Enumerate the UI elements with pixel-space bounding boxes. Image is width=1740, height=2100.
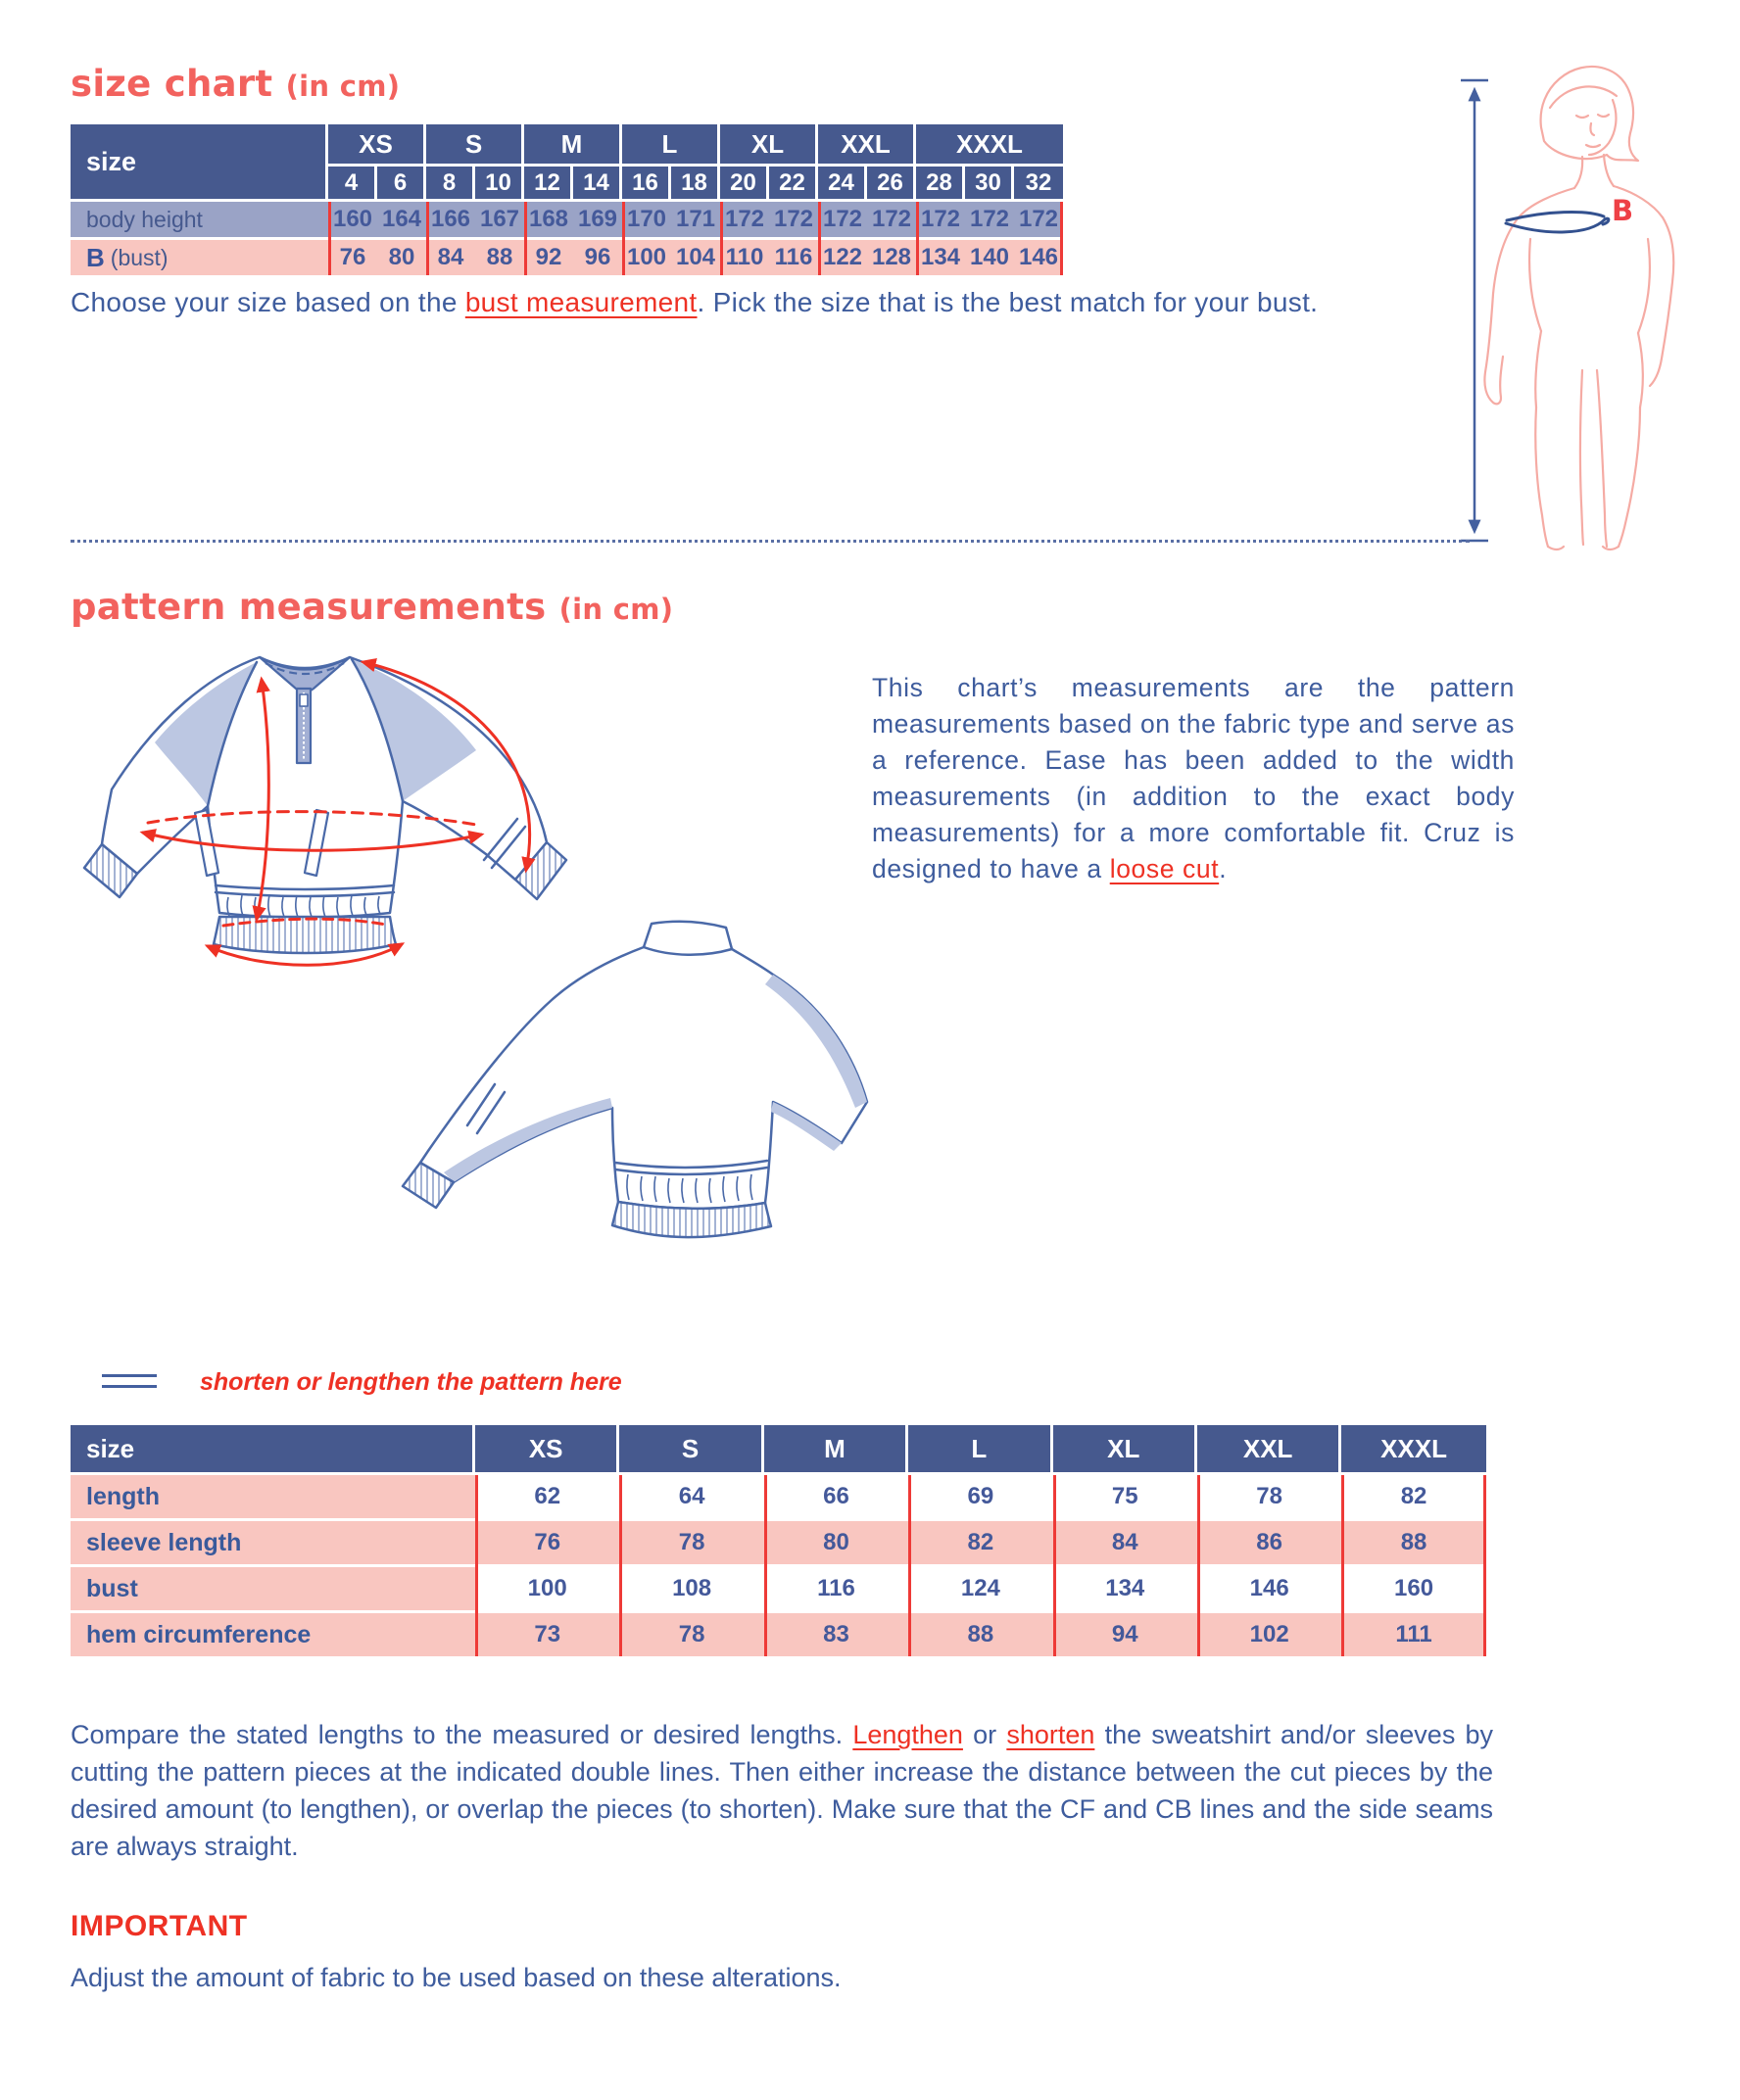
group-separator-line [622, 202, 625, 275]
pattern-table-row [71, 1567, 1486, 1610]
group-separator-line [426, 202, 429, 275]
size-chart-title-text: size chart [71, 63, 273, 105]
measurement-cell: 88 [1341, 1521, 1485, 1564]
important-heading: IMPORTANT [71, 1910, 248, 1942]
size-number-10: 10 [475, 167, 524, 199]
measurement-cell: 92 [535, 244, 562, 270]
pattern-table-row [71, 1521, 1486, 1564]
row-label: hem circumference [71, 1613, 475, 1656]
column-header-S: S [619, 1425, 763, 1472]
column-header-XS: XS [475, 1425, 619, 1472]
measurement-cell: 86 [1197, 1521, 1341, 1564]
pattern-paragraph-before: This chart’s measurements are the pattern measurements based on the fabric type and serve as a reference. Ease has been added to the width measurements (in addition to the exact body measurements) for a more comfortable fit. Cruz is designed to have a [872, 673, 1515, 883]
pattern-table-header [71, 1425, 1486, 1472]
double-line-symbol [102, 1374, 157, 1396]
legend-text: shorten or lengthen the pattern here [200, 1368, 622, 1396]
column-separator-line [1483, 1475, 1486, 1656]
measurement-cell: 69 [908, 1475, 1052, 1518]
measurement-cell: 116 [764, 1567, 908, 1610]
body-height-arrow [1461, 80, 1488, 541]
measurement-cell: 75 [1053, 1475, 1197, 1518]
column-header-XL: XL [1053, 1425, 1197, 1472]
size-note [71, 287, 1318, 318]
measurement-cell: 84 [1053, 1521, 1197, 1564]
measurement-cell: 88 [486, 244, 513, 270]
group-separator-line [328, 202, 331, 275]
measurement-cell: 83 [764, 1613, 908, 1656]
measurement-cell: 104 [675, 244, 716, 270]
column-separator-line [1341, 1475, 1344, 1656]
size-group-XL: XL [720, 124, 818, 164]
measurement-cell: 76 [339, 244, 366, 270]
size-group-row [328, 124, 1063, 164]
measurement-cell: 80 [764, 1521, 908, 1564]
loose-cut-link: loose cut [1109, 854, 1220, 883]
group-separator-line [818, 202, 821, 275]
shorten-link: shorten [1006, 1720, 1095, 1749]
size-group-L: L [622, 124, 720, 164]
measurement-cell: 116 [774, 244, 813, 270]
column-separator-line [1197, 1475, 1200, 1656]
measurement-cell: 172 [871, 206, 912, 232]
row-label: length [71, 1475, 475, 1518]
measurement-cell: 134 [920, 244, 961, 270]
compare-p1: Compare the stated lengths to the measured or desired lengths. [71, 1720, 853, 1749]
measurement-cell: 160 [1341, 1567, 1485, 1610]
size-group-XXXL: XXXL [916, 124, 1063, 164]
measurement-cell: 146 [1018, 244, 1059, 270]
measurement-cell: 146 [1197, 1567, 1341, 1610]
size-number-6: 6 [377, 167, 426, 199]
column-header-XXL: XXL [1197, 1425, 1341, 1472]
measurement-cell: 172 [969, 206, 1010, 232]
section-divider [71, 540, 1470, 543]
measurement-cell: 169 [577, 206, 618, 232]
size-chart-table [71, 124, 1063, 275]
compare-p2: or [962, 1720, 1007, 1749]
size-group-XXL: XXL [818, 124, 916, 164]
measurement-cell: 78 [1197, 1475, 1341, 1518]
size-group-S: S [426, 124, 524, 164]
important-text: Adjust the amount of fabric to be used based on these alterations. [71, 1963, 842, 1992]
measurement-cell: 100 [626, 244, 667, 270]
row-label: B (bust) [86, 242, 169, 272]
row-values [328, 202, 1063, 237]
measurement-cell: 78 [619, 1613, 763, 1656]
size-number-12: 12 [524, 167, 573, 199]
measurement-cell: 100 [475, 1567, 619, 1610]
measurement-cell: 84 [437, 244, 464, 270]
pattern-table-row [71, 1475, 1486, 1518]
measurement-cell: 134 [1053, 1567, 1197, 1610]
column-separator-line [908, 1475, 911, 1656]
size-number-14: 14 [573, 167, 622, 199]
size-number-22: 22 [769, 167, 818, 199]
measurement-cell: 102 [1197, 1613, 1341, 1656]
measurement-cell: 124 [908, 1567, 1052, 1610]
measurement-cell: 128 [871, 244, 912, 270]
size-group-XS: XS [328, 124, 426, 164]
group-separator-line [524, 202, 527, 275]
column-header-L: L [908, 1425, 1052, 1472]
measurement-cell: 94 [1053, 1613, 1197, 1656]
measurement-cell: 80 [388, 244, 415, 270]
size-number-16: 16 [622, 167, 671, 199]
size-number-32: 32 [1014, 167, 1063, 199]
measurement-cell: 168 [528, 206, 569, 232]
size-number-18: 18 [671, 167, 720, 199]
measurement-cell: 172 [1018, 206, 1059, 232]
measurement-cell: 172 [822, 206, 863, 232]
compare-p3: the sweatshirt and/or sleeves by cutting the pattern pieces at the indicated double lines. Then either increase the distance between the cut pieces by the desired amount (to lengthen), or overlap the pieces (to shorten). Make sure that the CF and CB lines and the side seams are always straight. [71, 1720, 1494, 1861]
measurement-cell: 111 [1341, 1613, 1485, 1656]
pattern-paragraph-after: . [1219, 854, 1228, 883]
size-chart-header-columns [328, 124, 1063, 199]
measurement-cell: 122 [822, 244, 863, 270]
measurement-cell: 172 [724, 206, 765, 232]
column-separator-line [1053, 1475, 1056, 1656]
size-number-row [328, 167, 1063, 199]
measurement-cell: 160 [332, 206, 373, 232]
measurement-cell: 73 [475, 1613, 619, 1656]
measurement-cell: 108 [619, 1567, 763, 1610]
column-header-XXXL: XXXL [1341, 1425, 1485, 1472]
measurement-cell: 66 [764, 1475, 908, 1518]
pattern-paragraph [872, 670, 1515, 887]
pattern-title-text: pattern measurements [71, 586, 547, 628]
size-note-after: . Pick the size that is the best match for your bust. [697, 287, 1319, 317]
measurement-cell: 167 [479, 206, 520, 232]
measurement-cell: 171 [675, 206, 716, 232]
size-number-30: 30 [965, 167, 1014, 199]
measurement-cell: 110 [725, 244, 764, 270]
group-separator-line [1060, 202, 1063, 275]
measurement-cell: 82 [1341, 1475, 1485, 1518]
bust-measurement-link: bust measurement [464, 287, 698, 317]
measurement-cell: 64 [619, 1475, 763, 1518]
measurement-cell: 166 [430, 206, 471, 232]
measurement-cell: 78 [619, 1521, 763, 1564]
measurement-cell: 164 [381, 206, 422, 232]
measurement-cell: 172 [920, 206, 961, 232]
size-number-26: 26 [867, 167, 916, 199]
group-separator-line [720, 202, 723, 275]
size-number-24: 24 [818, 167, 867, 199]
size-chart-corner-label: size [71, 124, 328, 199]
measurement-cell: 96 [584, 244, 611, 270]
measurement-cell: 172 [773, 206, 814, 232]
row-label: body height [86, 206, 203, 232]
size-chart-title [71, 63, 400, 105]
row-label-prefix: B [86, 242, 105, 272]
measurement-cell: 62 [475, 1475, 619, 1518]
size-note-before: Choose your size based on the [71, 287, 465, 317]
measurement-cell: 170 [626, 206, 667, 232]
measurement-cell: 140 [969, 244, 1010, 270]
bust-label-b: B [1612, 194, 1634, 227]
pattern-table-corner-label: size [71, 1425, 475, 1472]
size-chart-row [71, 240, 1063, 275]
size-number-28: 28 [916, 167, 965, 199]
pattern-measurements-title [71, 586, 673, 628]
size-chart-table-header [71, 124, 1063, 199]
sweatshirt-back-drawing [377, 916, 1004, 1308]
size-chart-unit: (in cm) [285, 70, 401, 103]
row-values [328, 240, 1063, 275]
pattern-title-unit: (in cm) [558, 593, 674, 626]
size-number-20: 20 [720, 167, 769, 199]
front-silhouette [102, 657, 547, 918]
column-separator-line [619, 1475, 622, 1656]
measurement-cell: 88 [908, 1613, 1052, 1656]
size-chart-row [71, 202, 1063, 237]
size-chart-table-body [71, 202, 1063, 275]
row-label: bust [71, 1567, 475, 1610]
size-group-M: M [524, 124, 622, 164]
column-header-M: M [764, 1425, 908, 1472]
size-number-8: 8 [426, 167, 475, 199]
compare-paragraph [71, 1716, 1493, 1865]
pattern-measurements-table [71, 1425, 1486, 1656]
pattern-table-row [71, 1613, 1486, 1656]
column-separator-line [475, 1475, 478, 1656]
lengthen-link: Lengthen [852, 1720, 963, 1749]
body-measurement-figure [1381, 47, 1675, 556]
group-separator-line [916, 202, 919, 275]
size-number-4: 4 [328, 167, 377, 199]
female-figure-outline [1484, 67, 1673, 549]
row-label: sleeve length [71, 1521, 475, 1564]
pattern-table-body [71, 1475, 1486, 1656]
column-separator-line [764, 1475, 767, 1656]
measurement-cell: 82 [908, 1521, 1052, 1564]
measurement-cell: 76 [475, 1521, 619, 1564]
